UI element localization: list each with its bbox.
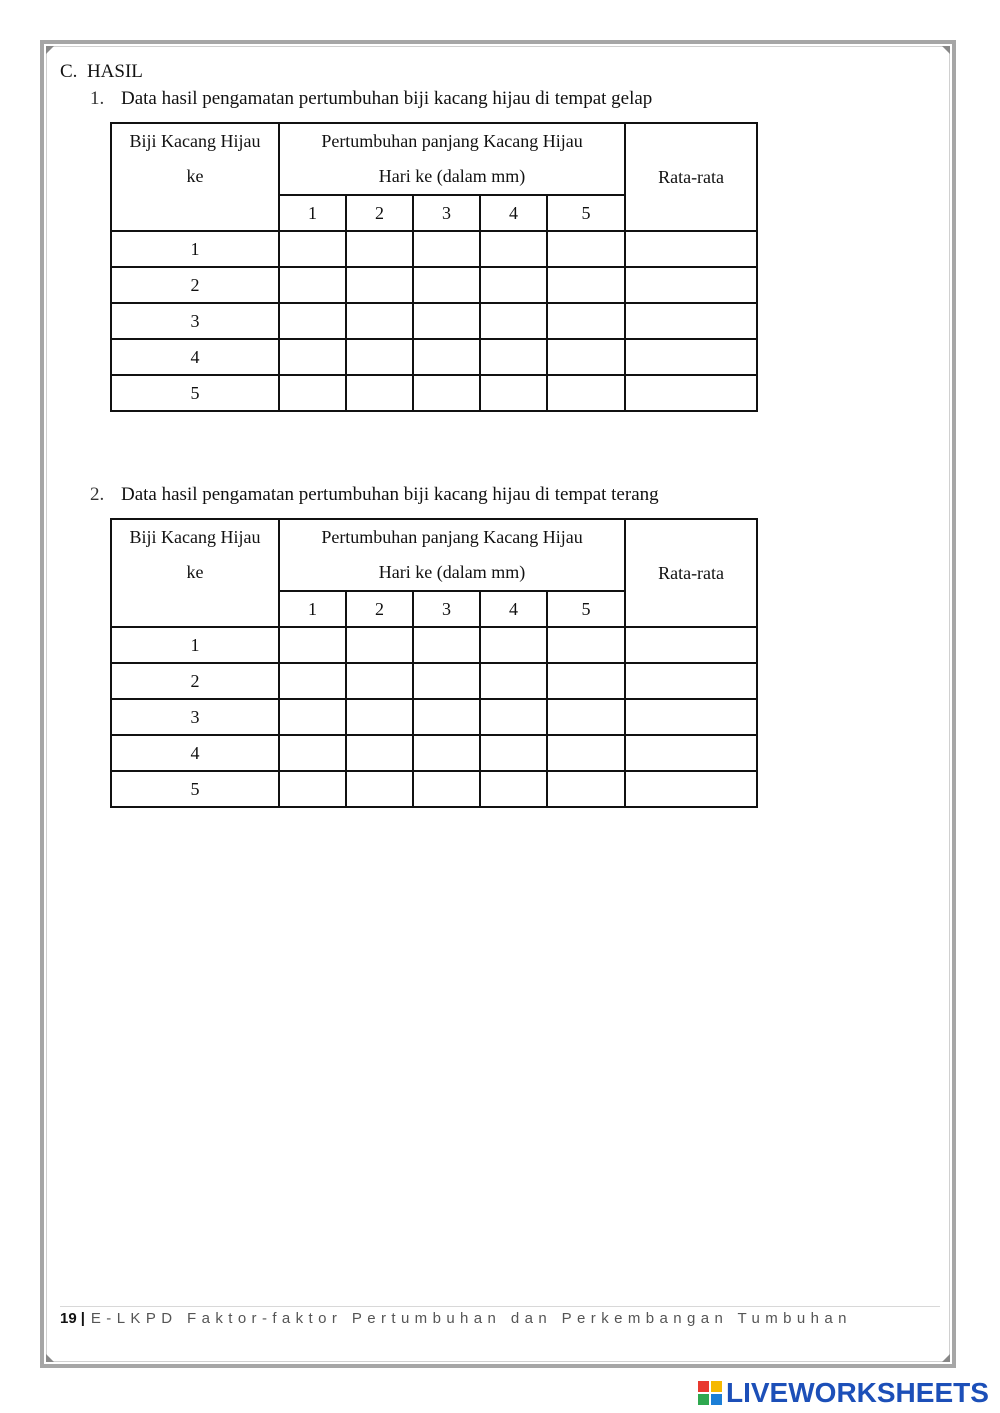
- data-cell[interactable]: [279, 627, 346, 663]
- header-seed-line-2: ke: [186, 562, 204, 582]
- row-label: 2: [111, 663, 279, 699]
- data-cell[interactable]: [547, 627, 625, 663]
- data-cell[interactable]: [279, 231, 346, 267]
- data-cell[interactable]: [480, 627, 547, 663]
- data-cell[interactable]: [279, 663, 346, 699]
- data-cell[interactable]: [480, 375, 547, 411]
- data-cell[interactable]: [547, 699, 625, 735]
- data-cell[interactable]: [279, 303, 346, 339]
- logo-text: LIVEWORKSHEETS: [726, 1377, 989, 1408]
- header-day-4: 4: [480, 591, 547, 627]
- data-cell[interactable]: [346, 663, 413, 699]
- row-label: 5: [111, 375, 279, 411]
- table-row: [111, 267, 757, 303]
- observation-table-light: [110, 518, 758, 808]
- page-number: 19: [60, 1310, 77, 1327]
- logo-square-red: [698, 1381, 709, 1392]
- data-cell[interactable]: [346, 339, 413, 375]
- data-cell[interactable]: [547, 267, 625, 303]
- header-day-3: 3: [413, 591, 480, 627]
- header-growth-line-1: Pertumbuhan panjang Kacang Hijau: [321, 527, 583, 547]
- average-cell[interactable]: [625, 771, 757, 807]
- data-cell[interactable]: [413, 771, 480, 807]
- table-row: [111, 627, 757, 663]
- data-cell[interactable]: [547, 375, 625, 411]
- row-label: 2: [111, 267, 279, 303]
- header-day-4: 4: [480, 195, 547, 231]
- header-day-5: 5: [547, 195, 625, 231]
- header-seed-number: [111, 123, 279, 231]
- data-cell[interactable]: [346, 375, 413, 411]
- corner-ornament-top-right: [942, 46, 950, 54]
- row-label: 5: [111, 771, 279, 807]
- footer-divider: [60, 1306, 940, 1307]
- table-2-number: 2.: [90, 484, 105, 505]
- average-cell[interactable]: [625, 231, 757, 267]
- data-cell[interactable]: [480, 663, 547, 699]
- table-row: [111, 231, 757, 267]
- header-day-2: 2: [346, 195, 413, 231]
- header-day-1: 1: [279, 591, 346, 627]
- section-heading: [60, 61, 143, 83]
- table-2-caption: [90, 484, 659, 506]
- row-label: 1: [111, 627, 279, 663]
- table-row: [111, 303, 757, 339]
- data-cell[interactable]: [480, 735, 547, 771]
- average-cell[interactable]: [625, 735, 757, 771]
- table-row: [111, 339, 757, 375]
- header-day-2: 2: [346, 591, 413, 627]
- data-cell[interactable]: [413, 267, 480, 303]
- header-growth-group: [279, 123, 625, 195]
- header-growth-line-1: Pertumbuhan panjang Kacang Hijau: [321, 131, 583, 151]
- liveworksheets-logo: [698, 1377, 989, 1409]
- data-cell[interactable]: [547, 771, 625, 807]
- header-average: Rata-rata: [625, 123, 757, 231]
- data-cell[interactable]: [480, 267, 547, 303]
- row-label: 3: [111, 699, 279, 735]
- data-cell[interactable]: [346, 231, 413, 267]
- table-1-number: 1.: [90, 88, 105, 109]
- corner-ornament-bottom-left: [46, 1354, 54, 1362]
- data-cell[interactable]: [413, 627, 480, 663]
- data-cell[interactable]: [346, 267, 413, 303]
- data-cell[interactable]: [279, 735, 346, 771]
- section-letter: C.: [60, 61, 78, 82]
- logo-square-yellow: [711, 1381, 722, 1392]
- data-cell[interactable]: [480, 339, 547, 375]
- header-seed-line-1: Biji Kacang Hijau: [129, 131, 261, 151]
- row-label: 4: [111, 339, 279, 375]
- header-seed-line-1: Biji Kacang Hijau: [129, 527, 261, 547]
- data-cell[interactable]: [279, 375, 346, 411]
- average-cell[interactable]: [625, 267, 757, 303]
- logo-square-green: [698, 1394, 709, 1405]
- data-cell[interactable]: [480, 699, 547, 735]
- average-cell[interactable]: [625, 375, 757, 411]
- row-label: 1: [111, 231, 279, 267]
- header-day-1: 1: [279, 195, 346, 231]
- average-cell[interactable]: [625, 339, 757, 375]
- data-cell[interactable]: [279, 339, 346, 375]
- data-cell[interactable]: [346, 735, 413, 771]
- footer-separator: |: [80, 1310, 85, 1327]
- table-row: [111, 771, 757, 807]
- data-cell[interactable]: [279, 699, 346, 735]
- header-seed-number: [111, 519, 279, 627]
- data-cell[interactable]: [547, 231, 625, 267]
- header-growth-group: [279, 519, 625, 591]
- page-footer: [60, 1310, 852, 1327]
- table-row: [111, 375, 757, 411]
- header-day-5: 5: [547, 591, 625, 627]
- data-cell[interactable]: [413, 339, 480, 375]
- observation-table-dark: [110, 122, 758, 412]
- header-average: Rata-rata: [625, 519, 757, 627]
- data-cell[interactable]: [547, 339, 625, 375]
- data-cell[interactable]: [480, 231, 547, 267]
- average-cell[interactable]: [625, 699, 757, 735]
- data-cell[interactable]: [547, 663, 625, 699]
- data-cell[interactable]: [346, 699, 413, 735]
- header-seed-line-2: ke: [186, 166, 204, 186]
- data-cell[interactable]: [480, 771, 547, 807]
- average-cell[interactable]: [625, 303, 757, 339]
- average-cell[interactable]: [625, 663, 757, 699]
- table-row: [111, 699, 757, 735]
- data-cell[interactable]: [413, 375, 480, 411]
- section-title: HASIL: [86, 61, 143, 82]
- logo-mark-icon: [698, 1381, 722, 1405]
- table-row: [111, 735, 757, 771]
- footer-text: E-LKPD Faktor-faktor Pertumbuhan dan Perkembangan Tumbuhan: [90, 1310, 852, 1327]
- data-cell[interactable]: [279, 771, 346, 807]
- average-cell[interactable]: [625, 627, 757, 663]
- data-cell[interactable]: [480, 303, 547, 339]
- data-cell[interactable]: [413, 663, 480, 699]
- data-cell[interactable]: [413, 303, 480, 339]
- corner-ornament-bottom-right: [942, 1354, 950, 1362]
- data-cell[interactable]: [413, 735, 480, 771]
- table-1-caption: [90, 88, 652, 110]
- header-growth-line-2: Hari ke (dalam mm): [378, 562, 526, 582]
- header-growth-line-2: Hari ke (dalam mm): [378, 166, 526, 186]
- table-row: [111, 663, 757, 699]
- header-day-3: 3: [413, 195, 480, 231]
- data-cell[interactable]: [413, 699, 480, 735]
- data-cell[interactable]: [547, 735, 625, 771]
- row-label: 4: [111, 735, 279, 771]
- data-cell[interactable]: [346, 771, 413, 807]
- data-cell[interactable]: [547, 303, 625, 339]
- data-cell[interactable]: [279, 267, 346, 303]
- corner-ornament-top-left: [46, 46, 54, 54]
- table-1-title: Data hasil pengamatan pertumbuhan biji kacang hijau di tempat gelap: [121, 88, 653, 109]
- data-cell[interactable]: [346, 627, 413, 663]
- table-2-title: Data hasil pengamatan pertumbuhan biji kacang hijau di tempat terang: [121, 484, 659, 505]
- data-cell[interactable]: [413, 231, 480, 267]
- logo-square-blue: [711, 1394, 722, 1405]
- row-label: 3: [111, 303, 279, 339]
- data-cell[interactable]: [346, 303, 413, 339]
